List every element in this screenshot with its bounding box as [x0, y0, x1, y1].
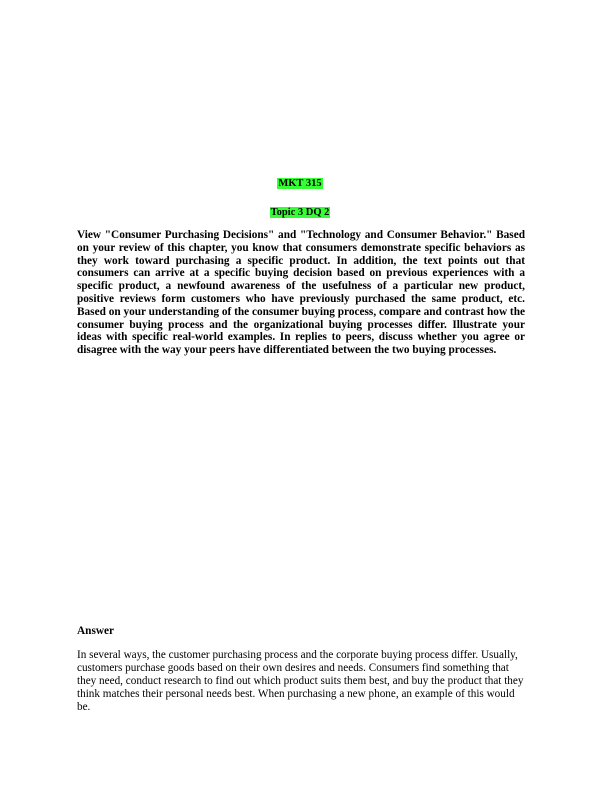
course-title	[0, 177, 600, 190]
answer-heading: Answer	[77, 625, 115, 637]
course-code-highlight: MKT 315	[278, 178, 322, 189]
discussion-prompt: View "Consumer Purchasing Decisions" and "Technology and Consumer Behavior." Based on your review of this chapter, you know that consumers demonstrate specific behaviors as they work toward purchasing a specific product. In addition, the text points out that consumers can arrive at a specific buying decision based on previous experiences with a specific product, a newfound awareness of the usefulness of a particular new product, positive reviews form customers who have previously purchased the same product, etc. Based on your understanding of the consumer buying process, compare and contrast how the consumer buying process and the organizational buying processes differ. Illustrate your ideas with specific real-world examples. In replies to peers, discuss whether you agree or disagree with the way your peers have differentiated between the two buying processes.	[77, 229, 525, 357]
topic-title	[0, 206, 600, 219]
answer-body: In several ways, the customer purchasing process and the corporate buying process differ. Usually, customers purchase goods based on their own desires and needs. Consumers find something that they need, conduct research to find out which product suits them best, and buy the product that they think matches their personal needs best. When purchasing a new phone, an example of this would be.	[77, 649, 524, 713]
topic-highlight: Topic 3 DQ 2	[270, 207, 330, 218]
